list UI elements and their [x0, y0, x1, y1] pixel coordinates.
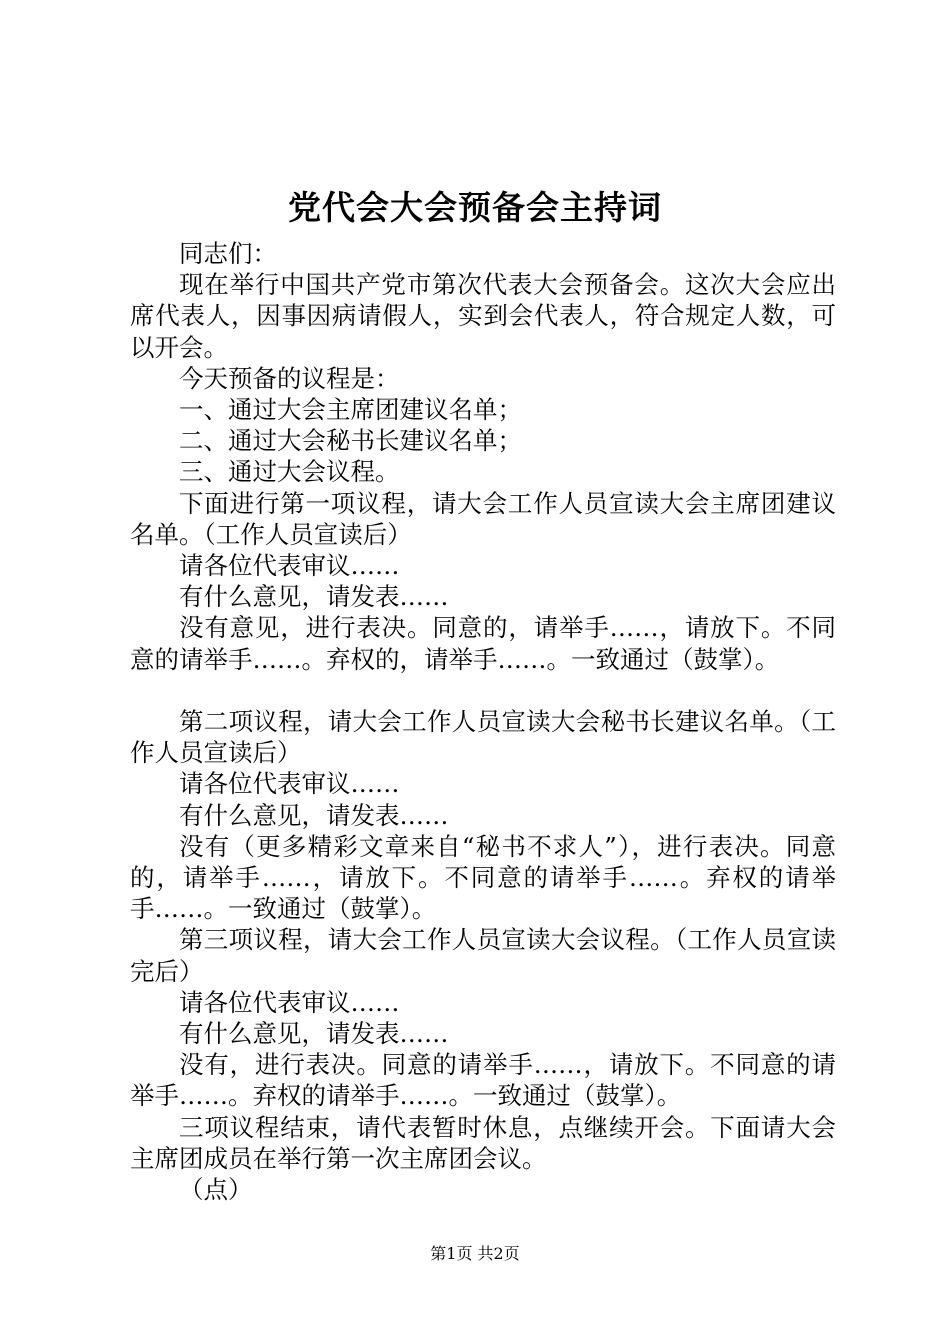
paragraph-closing: 三项议程结束，请代表暂时休息，点继续开会。下面请大会主席团成员在举行第一次主席团会议。	[130, 1112, 836, 1173]
document-body	[130, 238, 836, 1205]
paragraph-item3-opinions: 有什么意见，请发表……	[179, 1019, 449, 1049]
paragraph-item3-start: 第三项议程，请大会工作人员宣读大会议程。（工作人员宣读完后）	[130, 925, 836, 986]
paragraph-agenda-item-1: 一、通过大会主席团建议名单；	[179, 395, 522, 425]
paragraph-agenda-intro: 今天预备的议程是：	[179, 363, 400, 393]
paragraph-item1-vote: 没有意见，进行表决。同意的，请举手……，请放下。不同意的请举手……。弃权的，请举手……。一致通过（鼓掌）。	[130, 613, 836, 674]
paragraph-opening: 现在举行中国共产党市第次代表大会预备会。这次大会应出席代表人，因事因病请假人，实到会代表人，符合规定人数，可以开会。	[130, 270, 836, 362]
paragraph-item1-start: 下面进行第一项议程，请大会工作人员宣读大会主席团建议名单。（工作人员宣读后）	[130, 488, 836, 549]
paragraph-greeting: 同志们：	[179, 239, 277, 268]
paragraph-item2-opinions: 有什么意见，请发表……	[179, 800, 449, 830]
paragraph-item1-opinions: 有什么意见，请发表……	[179, 582, 449, 612]
paragraph-item2-review: 请各位代表审议……	[179, 769, 400, 799]
paragraph-item3-vote: 没有，进行表决。同意的请举手……，请放下。不同意的请举手……。弃权的请举手……。一致通过（鼓掌）。	[130, 1050, 836, 1111]
paragraph-time-note: （点）	[179, 1175, 253, 1205]
paragraph-item2-vote: 没有（更多精彩文章来自“秘书不求人”），进行表决。同意的，请举手……，请放下。不同意的请举手……。弃权的请举手……。一致通过（鼓掌）。	[130, 831, 836, 924]
page-number-footer: 第1页 共2页	[430, 1244, 520, 1263]
paragraph-item3-review: 请各位代表审议……	[179, 987, 400, 1017]
paragraph-agenda-item-3: 三、通过大会议程。	[179, 457, 400, 487]
paragraph-item2-start: 第二项议程，请大会工作人员宣读大会秘书长建议名单。（工作人员宣读后）	[130, 707, 836, 768]
document-title: 党代会大会预备会主持词	[288, 188, 662, 227]
paragraph-agenda-item-2: 二、通过大会秘书长建议名单；	[179, 426, 522, 456]
paragraph-item1-review: 请各位代表审议……	[179, 551, 400, 581]
